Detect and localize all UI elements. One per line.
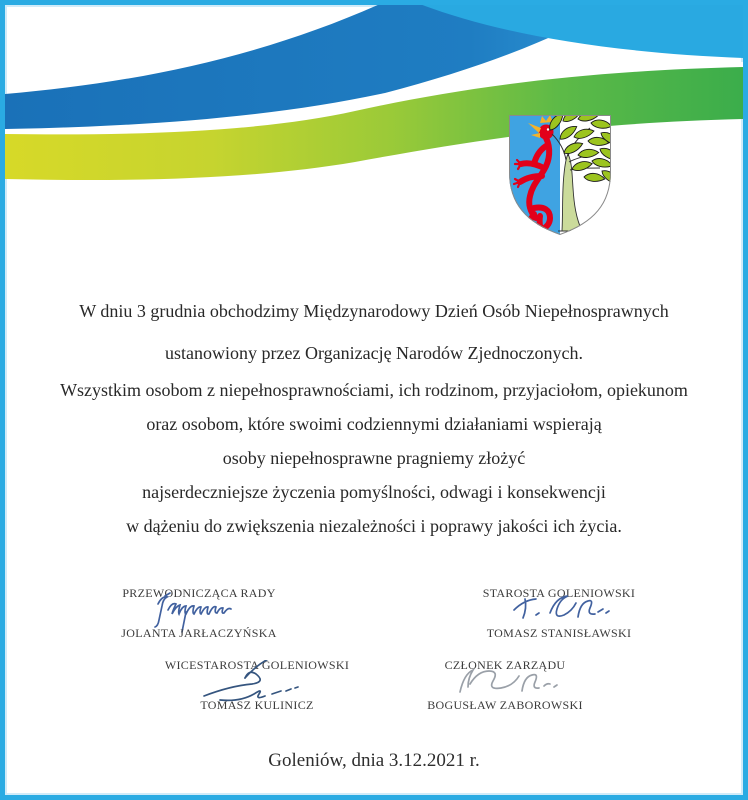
text-line: W dniu 3 grudnia obchodzimy Międzynarodowy Dzień Osób Niepełnosprawnych	[79, 301, 669, 321]
signature-name: TOMASZ STANISŁAWSKI	[486, 626, 632, 640]
paragraph-wishes	[23, 373, 725, 543]
signature-name: BOGUSŁAW ZABOROWSKI	[427, 698, 583, 712]
decorative-wave-header	[5, 5, 743, 270]
text-line: ustanowiony przez Organizację Narodów Zjednoczonych.	[164, 343, 583, 363]
text-line: w dążeniu do zwiększenia niezależności i poprawy jakości ich życia.	[126, 516, 622, 536]
dateline: Goleniów, dnia 3.12.2021 r.	[268, 750, 480, 771]
signature-block-starosta	[409, 586, 709, 652]
text-line: najserdeczniejsze życzenia pomyślności, odwagi i konsekwencji	[142, 482, 606, 502]
signature-name: JOLANTA JARŁACZYŃSKA	[121, 626, 277, 640]
signature-block-czlonek-zarzadu	[355, 658, 655, 724]
paragraph-intro	[23, 290, 725, 374]
signature-block-przewodniczaca	[49, 586, 349, 652]
text-line: oraz osobom, które swoimi codziennymi działaniami wspierają	[146, 414, 602, 434]
signature-title: CZŁONEK ZARZĄDU	[444, 658, 566, 672]
text-line: osoby niepełnosprawne pragniemy złożyć	[222, 448, 526, 468]
signature-name: TOMASZ KULINICZ	[200, 698, 314, 712]
coat-of-arms	[506, 112, 614, 239]
signature-title: STAROSTA GOLENIOWSKI	[482, 586, 636, 600]
signature-title: PRZEWODNICZĄCA RADY	[122, 586, 276, 600]
text-line: Wszystkim osobom z niepełnosprawnościami, ich rodzinom, przyjaciołom, opiekunom	[60, 380, 688, 400]
signature-title: WICESTAROSTA GOLENIOWSKI	[164, 658, 350, 672]
